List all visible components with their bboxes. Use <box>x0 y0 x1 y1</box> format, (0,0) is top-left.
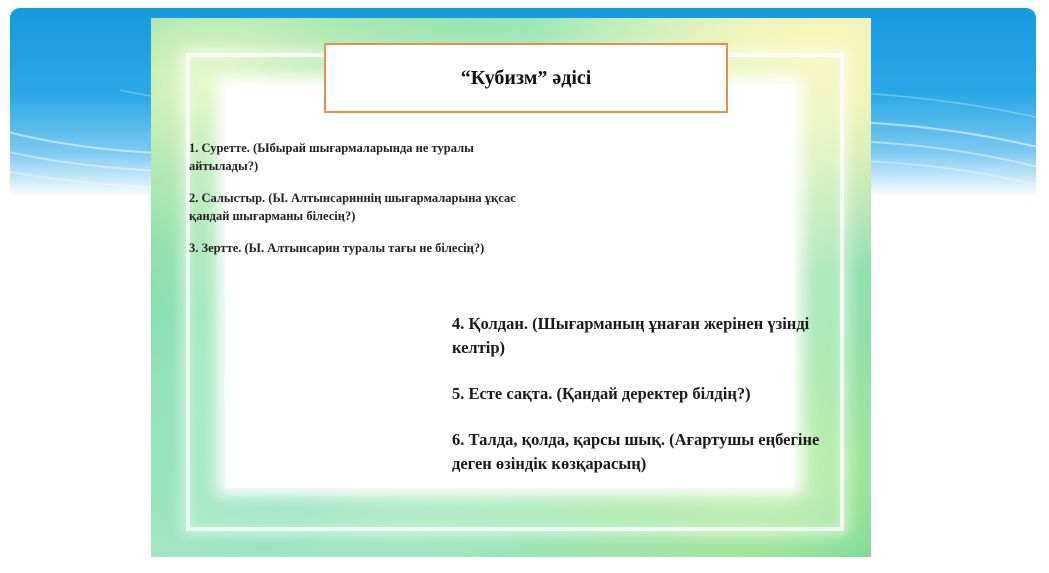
list-item: 4. Қолдан. (Шығарманың ұнаған жерінен үзінді келтір) <box>452 314 810 357</box>
right-items-list <box>452 312 852 498</box>
list-item: 5. Есте сақта. (Қандай деректер білдің?) <box>452 384 751 403</box>
list-item: 1. Суретте. (Ыбырай шығармаларында не туралы айтылады?) <box>189 141 474 173</box>
slide-title-text: “Кубизм” әдісі <box>460 66 592 89</box>
list-item: 3. Зертте. (Ы. Алтынсарин туралы тағы не білесің?) <box>189 241 485 255</box>
slide-title <box>324 43 728 113</box>
slide-image <box>151 18 871 557</box>
list-item: 6. Талда, қолда, қарсы шық. (Ағартушы еңбегіне деген өзіндік көзқарасың) <box>452 430 820 473</box>
left-items-list <box>189 139 519 271</box>
list-item: 2. Салыстыр. (Ы. Алтынсариннің шығармаларына ұқсас қандай шығарманы білесің?) <box>189 191 516 223</box>
